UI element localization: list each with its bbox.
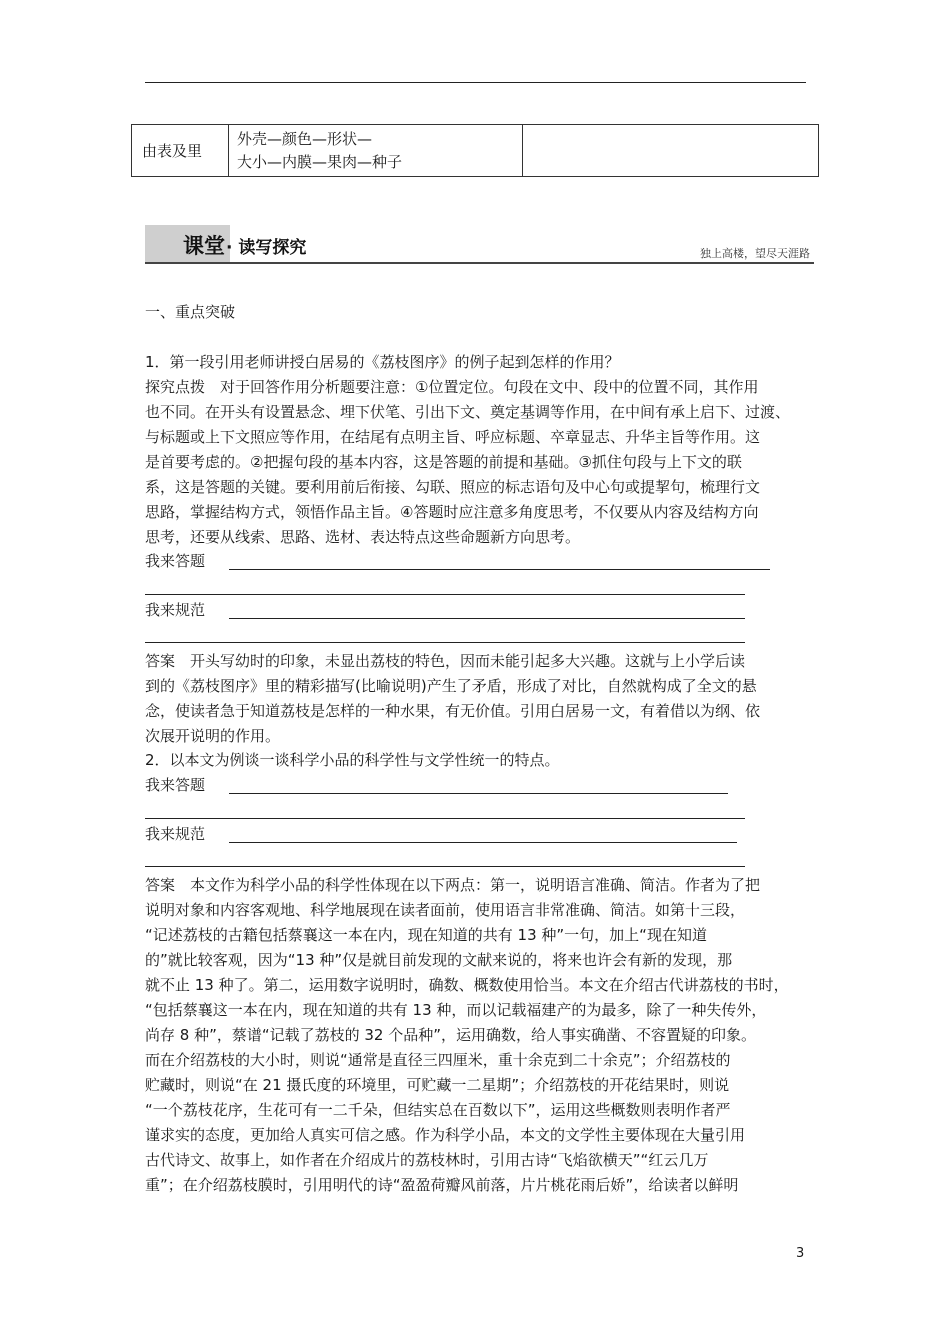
norm-label-1: 我来规范 — [145, 601, 206, 619]
answer-line: 谨求实的态度，更加给人真实可信之感。作为科学小品，本文的文学性主要体现在大量引用 — [145, 1126, 746, 1144]
answer-line: “一个荔枝花序，生花可有一二千朵，但结实总在百数以下”，运用这些概数则表明作者严 — [145, 1101, 731, 1119]
order-table — [131, 124, 819, 177]
hint-line: 与标题或上下文照应等作用，在结尾有点明主旨、呼应标题、卒章显志、升华主旨等作用。这 — [145, 428, 761, 446]
answer-line: 而在介绍荔枝的大小时，则说“通常是直径三四厘米，重十余克到二十余克”；介绍荔枝的 — [145, 1051, 731, 1069]
hint-line: 思路，掌握结构方式，领悟作品主旨。④答题时应注意多角度思考，不仅要从内容及结构方向 — [145, 503, 759, 521]
answer-line: 答案 开头写幼时的印象，未显出荔枝的特色，因而未能引起多大兴趣。这就与上小学后读 — [145, 652, 746, 670]
answer-line: 的”就比较客观，因为“13 种”仅是就目前发现的文献来说的，将来也许会有新的发现，那 — [145, 951, 733, 969]
answer-line: 古代诗文、故事上，如作者在介绍成片的荔枝林时，引用古诗“飞焰欲横天”“红云几万 — [145, 1151, 709, 1169]
question-1: 1．第一段引用老师讲授白居易的《荔枝图序》的例子起到怎样的作用？ — [145, 353, 620, 371]
header-rule — [145, 82, 806, 83]
answer-blank-line[interactable] — [229, 569, 770, 570]
section-banner — [145, 225, 814, 265]
hint-line: 思考，还要从线索、思路、选材、表达特点这些命题新方向思考。 — [145, 528, 581, 546]
answer-label-1: 我来答题 — [145, 552, 206, 570]
sequence-line-1: 外壳—颜色—形状— — [237, 129, 373, 148]
answer-line: 尚存 8 种”，蔡谱“记载了荔枝的 32 个品种”，运用确数，给人事实确凿、不容置疑的印象。 — [145, 1026, 757, 1044]
page-number: 3 — [796, 1246, 805, 1261]
sequence-line-2: 大小—内膜—果肉—种子 — [237, 152, 403, 171]
answer-line: “记述荔枝的古籍包括蔡襄这一本在内，现在知道的共有 13 种”一句，加上“现在知道 — [145, 926, 707, 944]
table-cell-label: 由表及里 — [132, 125, 229, 177]
norm-blank-line[interactable] — [145, 866, 745, 867]
answer-line: 念，使读者急于知道荔枝是怎样的一种水果，有无价值。引用白居易一文，有着借以为纲、依 — [145, 702, 761, 720]
answer-line: 答案 本文作为科学小品的科学性体现在以下两点：第一，说明语言准确、简洁。作者为了把 — [145, 876, 761, 894]
section-heading: 一、重点突破 — [145, 303, 236, 321]
table-row — [132, 125, 819, 177]
hint-line: 探究点拨 对于回答作用分析题要注意：①位置定位。句段在文中、段中的位置不同，其作用 — [145, 378, 759, 396]
answer-label-2: 我来答题 — [145, 776, 206, 794]
banner-title-sub: · 读写探究 — [226, 238, 307, 258]
norm-blank-line[interactable] — [145, 642, 745, 643]
table-cell-empty — [523, 125, 819, 177]
answer-blank-line[interactable] — [229, 793, 728, 794]
answer-line: “包括蔡襄这一本在内，现在知道的共有 13 种，而以记载福建产的为最多，除了一种失传外， — [145, 1001, 767, 1019]
answer-line: 说明对象和内容客观地、科学地展现在读者面前，使用语言非常准确、简洁。如第十三段， — [145, 901, 746, 919]
hint-line: 也不同。在开头有设置悬念、埋下伏笔、引出下文、奠定基调等作用，在中间有承上启下、过渡、 — [145, 403, 791, 421]
question-2: 2．以本文为例谈一谈科学小品的科学性与文学性统一的特点。 — [145, 751, 560, 769]
answer-blank-line[interactable] — [145, 594, 745, 595]
banner-motto: 独上高楼，望尽天涯路 — [700, 247, 810, 260]
answer-blank-line[interactable] — [145, 818, 745, 819]
hint-line: 系，这是答题的关键。要利用前后衔接、勾联、照应的标志语句及中心句或提挈句，梳理行文 — [145, 478, 761, 496]
answer-line: 次展开说明的作用。 — [145, 727, 281, 745]
norm-blank-line[interactable] — [229, 842, 737, 843]
hint-line: 是首要考虑的。②把握句段的基本内容，这是答题的前提和基础。③抓住句段与上下文的联 — [145, 453, 742, 471]
norm-blank-line[interactable] — [229, 618, 745, 619]
answer-line: 重”；在介绍荔枝膜时，引用明代的诗“盈盈荷瓣风前落，片片桃花雨后娇”，给读者以鲜明 — [145, 1176, 739, 1194]
answer-line: 到的《荔枝图序》里的精彩描写(比喻说明)产生了矛盾，形成了对比，自然就构成了全文的悬 — [145, 677, 757, 695]
norm-label-2: 我来规范 — [145, 825, 206, 843]
answer-line: 就不止 13 种了。第二，运用数字说明时，确数、概数使用恰当。本文在介绍古代讲荔枝的书时， — [145, 976, 789, 994]
banner-title-main: 课堂 — [183, 234, 225, 258]
answer-line: 贮藏时，则说“在 21 摄氏度的环境里，可贮藏一二星期”；介绍荔枝的开花结果时，则说 — [145, 1076, 730, 1094]
table-cell-sequence — [229, 125, 523, 177]
banner-rule — [145, 262, 814, 264]
